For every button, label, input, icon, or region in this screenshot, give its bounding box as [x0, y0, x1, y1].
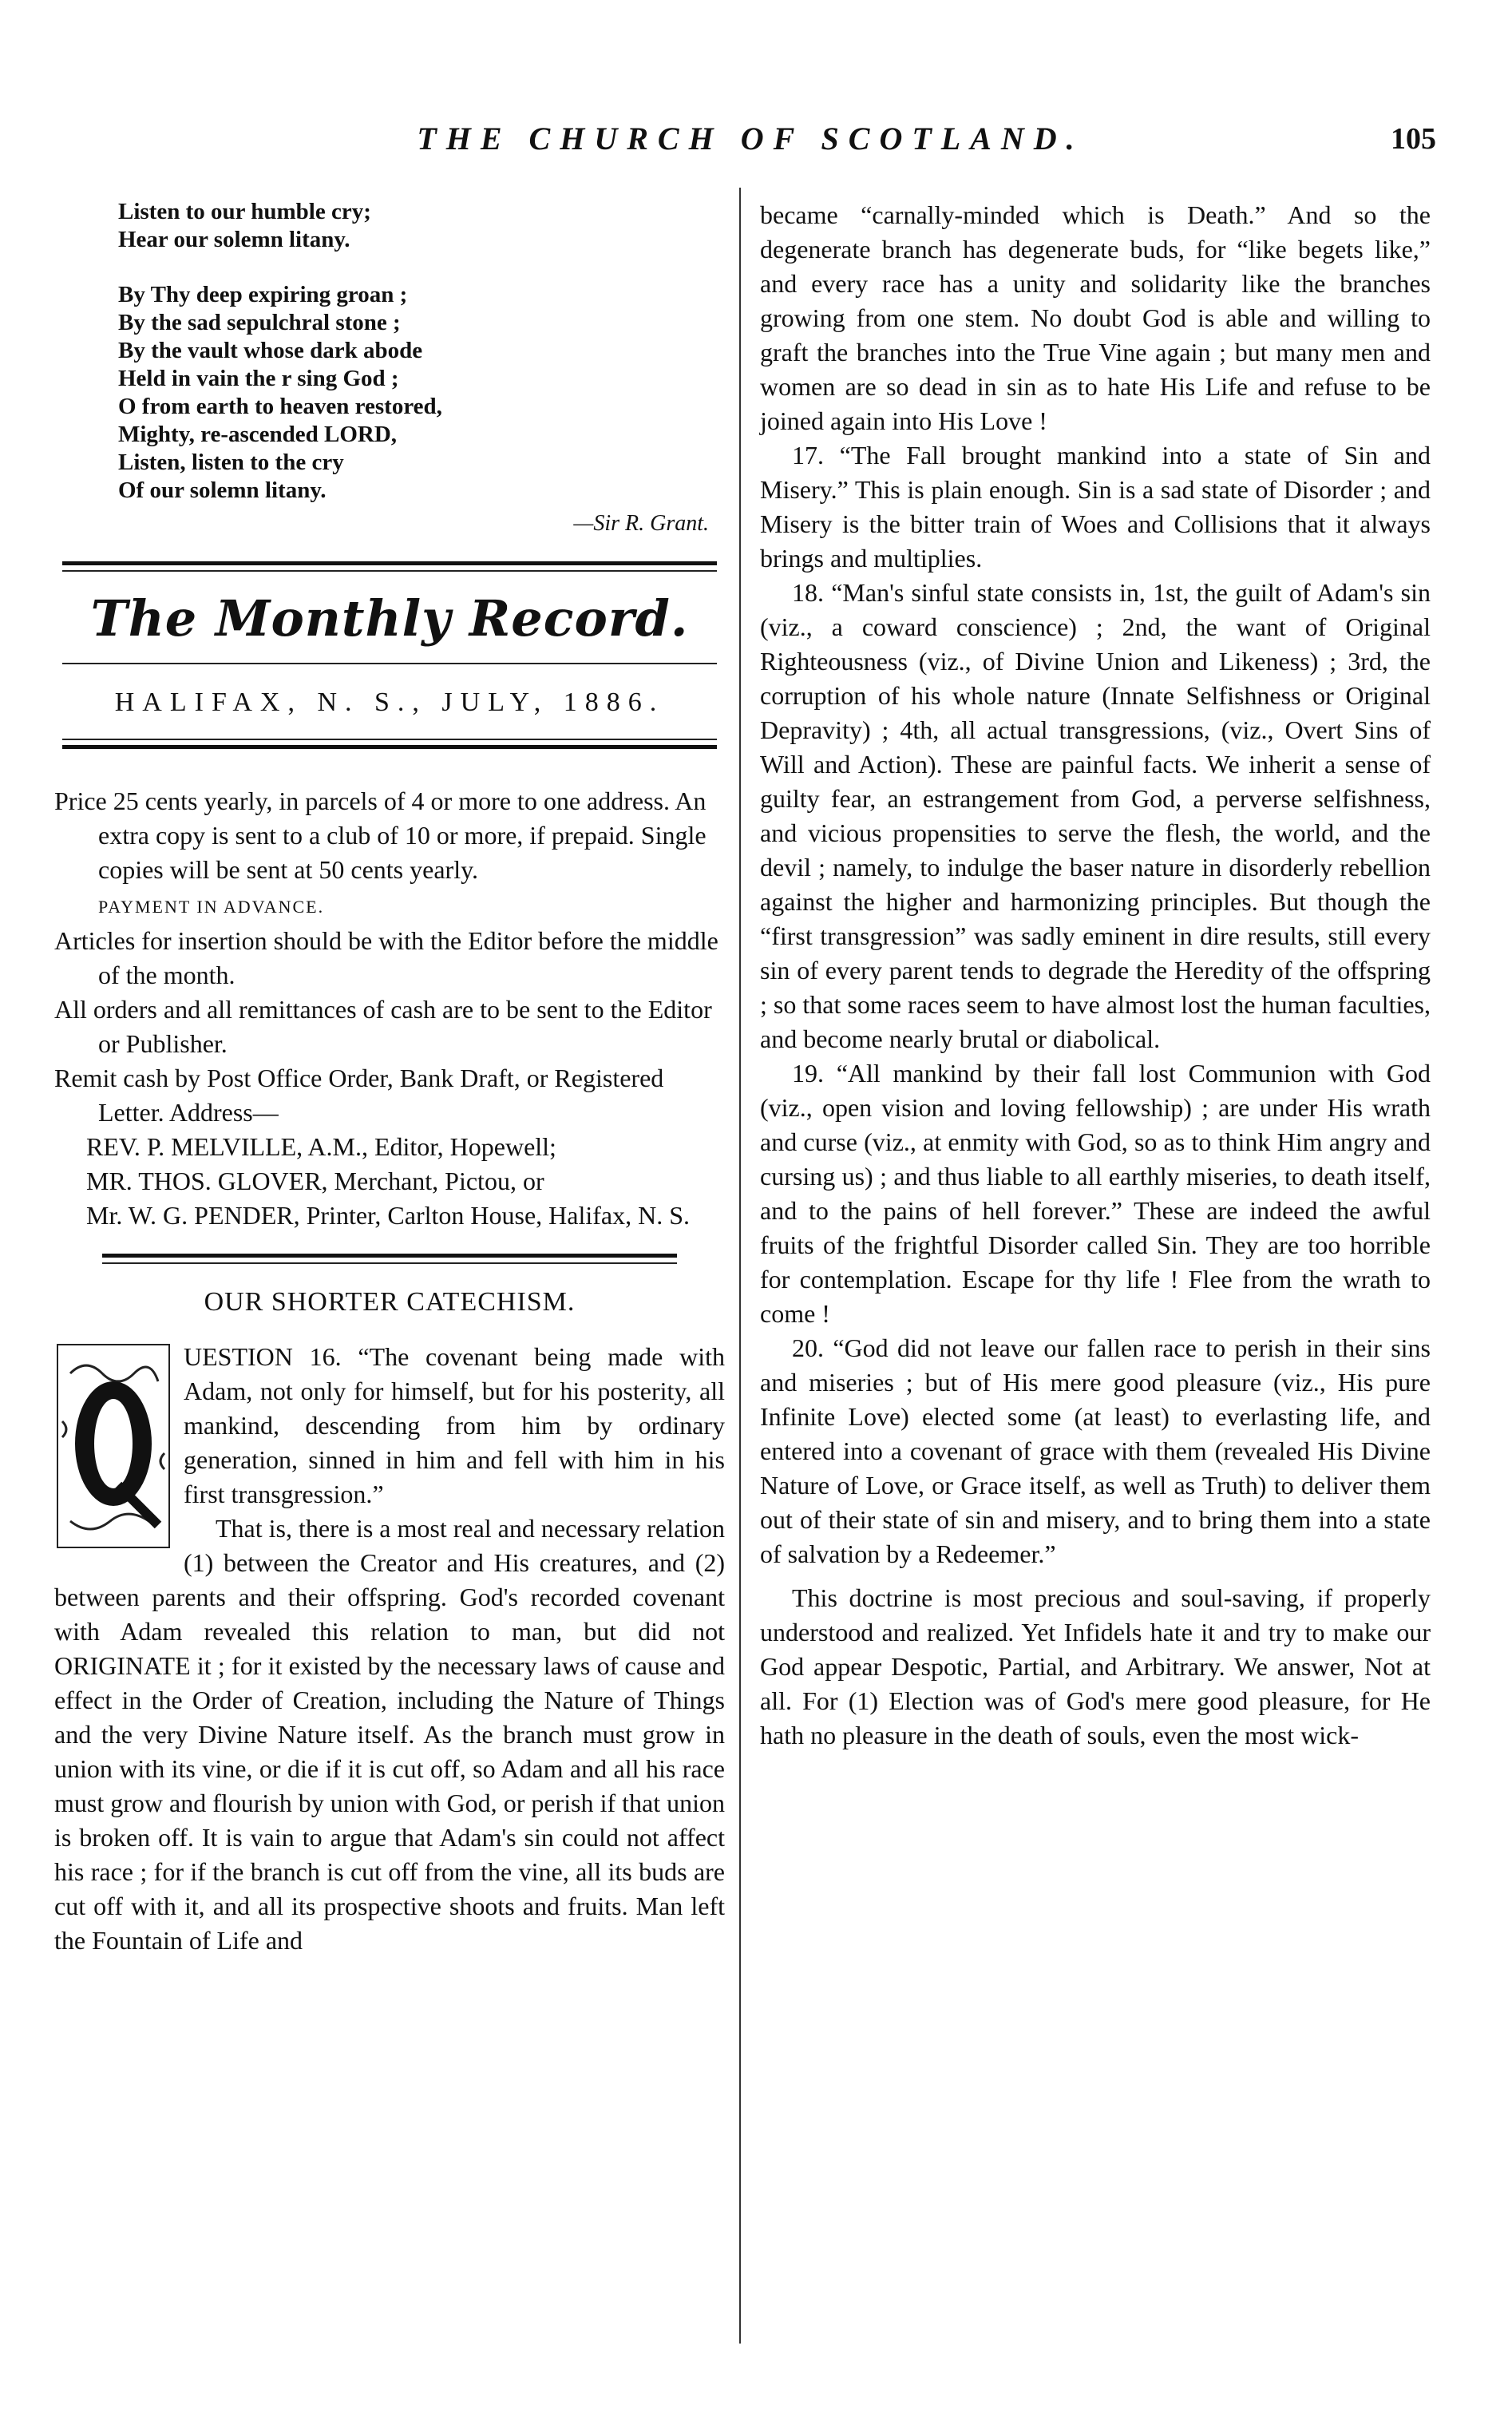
hymn-attribution: —Sir R. Grant.: [573, 511, 709, 536]
hymn-line: O from earth to heaven restored,: [118, 394, 442, 419]
subscription-notices: [54, 784, 725, 1233]
masthead-top-rule-thin: [62, 570, 717, 572]
payment-notice: PAYMENT IN ADVANCE.: [98, 897, 325, 917]
divider-rule-thin: [102, 1262, 677, 1264]
question-19: 19. “All mankind by their fall lost Communion with God (viz., open vision and loving fellowship) ; are under His wrath and curse (viz., at enmity with God, so as to think Him angry and cursing us) ; and thus liable to all earthly miseries, to death itself, and to the pains of hell forever.” These are indeed the awful fruits of the frightful Disorder called Sin. They are too horrible for contemplation. Escape for thy life ! Flee from the wrath to come !: [760, 1059, 1431, 1328]
hymn: [54, 198, 725, 505]
page-number: 105: [1391, 122, 1436, 156]
address-printer: Mr. W. G. PENDER, Printer, Carlton House, Halifax, N. S.: [86, 1201, 691, 1230]
right-column: [760, 198, 1431, 1753]
dateline: HALIFAX, N. S., JULY, 1886.: [114, 687, 665, 717]
hymn-line: Held in vain the r sing God ;: [118, 366, 399, 391]
remit-notice: Remit cash by Post Office Order, Bank Draft, or Registered Letter. Address—: [54, 1064, 664, 1127]
hymn-line: By Thy deep expiring groan ;: [118, 282, 408, 307]
price-text: Price 25 cents yearly, in parcels of 4 or more to one address. An extra copy is sent to a club of 10 or more, if prepaid. Single copies will be sent at 50 cents yearly.: [54, 786, 707, 884]
masthead-title: The Monthly Record.: [90, 589, 689, 648]
article-paragraph: became “carnally-minded which is Death.” And so the degenerate branch has degenerate buds, for “like begets like,” and every race has a unity and solidarity like the branches growing from one stem. No doubt God is able and willing to graft the branches into the True Vine again ; but many men and women are so dead in sin as to hate His Life and refuse to be joined again into His Love !: [760, 200, 1431, 435]
hymn-line: Of our solemn litany.: [118, 477, 327, 503]
article-title: OUR SHORTER CATECHISM.: [204, 1287, 576, 1317]
running-head: [0, 120, 1512, 168]
catechism-question: [54, 1340, 725, 1512]
hymn-line: By the sad sepulchral stone ;: [118, 310, 401, 335]
question-20: 20. “God did not leave our fallen race to perish in their sins and miseries ; but of His mere good pleasure (viz., His pure Infinite Love) elected some (at least) to everlasting life, and entered into a covenant of grace with them (revealed His Divine Nature of Love, or Grace itself, as well as Truth) to deliver them out of their state of sin and misery, and to bring them into a state of salvation by a Redeemer.”: [760, 1333, 1431, 1568]
articles-notice: Articles for insertion should be with the Editor before the middle of the month.: [54, 926, 718, 989]
dateline-rule-thick: [62, 745, 717, 749]
hymn-line: Listen to our humble cry;: [118, 199, 371, 224]
address-merchant: MR. THOS. GLOVER, Merchant, Pictou, or: [86, 1167, 544, 1195]
running-title: THE CHURCH OF SCOTLAND.: [417, 121, 1084, 157]
question-text: UESTION 16. “The covenant being made with Adam, not only for himself, but for his posterity, all mankind, descending from him by ordinary generation, sinned in him and fell with him in his first transgression.”: [184, 1342, 725, 1508]
price-notice: [54, 784, 725, 924]
address-editor: REV. P. MELVILLE, A.M., Editor, Hopewell;: [86, 1132, 556, 1161]
hymn-stanza: [118, 281, 725, 505]
column-divider: [739, 188, 741, 2344]
hymn-line: Mighty, re-ascended LORD,: [118, 422, 398, 447]
ornamental-q-icon: [54, 1341, 172, 1551]
article-paragraph-final: This doctrine is most precious and soul-saving, if properly understood and realized. Yet Infidels hate it and try to make our God appear Despotic, Partial, and Arbitrary. We answer, Not at all. For (1) Election was of God's mere good pleasure, for He hath no pleasure in the death of souls, even the most wick-: [760, 1583, 1431, 1749]
question-18: 18. “Man's sinful state consists in, 1st, the guilt of Adam's sin (viz., a coward conscience) ; 2nd, the want of Original Righteousness (viz., of Divine Union and Likeness) ; 3rd, the corruption of his whole nature (Innate Selfishness or Original Depravity) ; 4th, all actual transgressions, (viz., Overt Sins of Will and Action). These are painful facts. We inherit a sense of guilty fear, an estrangement from God, a perverse selfishness, and vicious propensities to serve the flesh, the world, and the devil ; namely, to indulge the baser nature in disorderly rebellion against the higher and harmonizing principles. But though the “first transgression” was sadly eminent in dire results, still every sin of every parent tends to degrade the Heredity of the offspring ; so that some races seem to have almost lost the human faculties, and become nearly brutal or diabolical.: [760, 578, 1431, 1053]
masthead-bottom-rule: [62, 663, 717, 664]
hymn-stanza: [118, 198, 725, 254]
orders-notice: All orders and all remittances of cash are to be sent to the Editor or Publisher.: [54, 995, 712, 1058]
section-divider: [54, 1254, 725, 1264]
question-17: 17. “The Fall brought mankind into a state of Sin and Misery.” This is plain enough. Sin is a sad state of Disorder ; and Misery is the bitter train of Woes and Collisions that it always brings and multiplies.: [760, 441, 1431, 573]
article-paragraph: That is, there is a most real and necessary relation (1) between the Creator and His creatures, and (2) between parents and their offspring. God's recorded covenant with Adam revealed this relation to man, but did not ORIGINATE it ; for it existed by the necessary laws of cause and effect in the Order of Creation, including the Nature of Things and the very Divine Nature itself. As the branch must grow in union with its vine, or die if it is cut off, so Adam and all his race must grow and flourish by union with God, or perish if that union is broken off. It is vain to argue that Adam's sin could not affect his race ; for if the branch is cut off from the vine, all its buds are cut off with it, and all its prospective shoots and fruits. Man left the Fountain of Life and: [54, 1514, 725, 1955]
hymn-line: Hear our solemn litany.: [118, 227, 350, 252]
hymn-line: By the vault whose dark abode: [118, 338, 423, 363]
left-column: [54, 198, 725, 1958]
hymn-line: Listen, listen to the cry: [118, 450, 344, 475]
